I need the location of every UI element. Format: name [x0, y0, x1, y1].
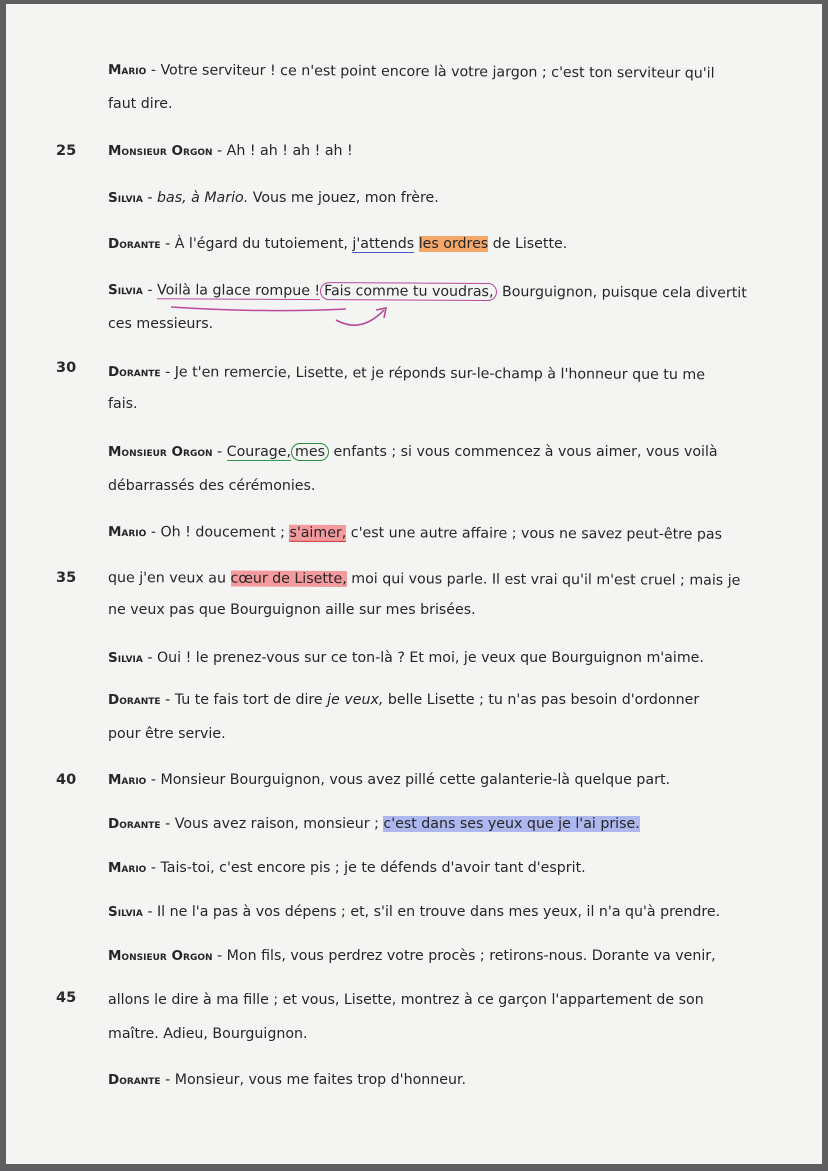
separator: - [212, 444, 227, 460]
dialogue-line [108, 444, 718, 460]
dialogue-text: - Oh ! doucement ; [146, 524, 290, 541]
speaker-name: Dorante [108, 816, 161, 832]
circled-text: mes [291, 443, 329, 461]
dialogue-line [108, 1072, 466, 1088]
stage-direction: bas, à Mario. [157, 190, 249, 206]
dialogue-text: maître. Adieu, Bourguignon. [108, 1026, 308, 1042]
dialogue-text: Bourguignon, puisque cela divertit [497, 284, 747, 302]
dialogue-line [108, 692, 699, 708]
dialogue-line [108, 772, 670, 788]
speaker-name: Dorante [108, 236, 161, 252]
dialogue-line [108, 602, 476, 618]
dialogue-line [108, 570, 740, 589]
underlined-text: Courage, [226, 444, 292, 460]
dialogue-text: fais. [108, 396, 138, 412]
speaker-name: Silvia [107, 282, 143, 299]
dialogue-line [108, 726, 226, 742]
dialogue-text: pour être servie. [108, 726, 226, 742]
dialogue-text: allons le dire à ma fille ; et vous, Lisette, montrez à ce garçon l'appartement de son [108, 992, 704, 1008]
line-number: 40 [56, 772, 77, 788]
dialogue-line [108, 992, 704, 1008]
line-number: 35 [56, 570, 77, 586]
dialogue-text: - Tais-toi, c'est encore pis ; je te défends d'avoir tant d'esprit. [146, 860, 586, 876]
highlighted-text: c'est dans ses yeux que je l'ai prise. [383, 816, 640, 832]
dialogue-line [108, 316, 213, 332]
dialogue-text: de Lisette. [488, 236, 568, 252]
speaker-name: Dorante [108, 1072, 161, 1088]
speaker-name: Silvia [108, 190, 143, 206]
dialogue-text: - Monsieur, vous me faites trop d'honneur. [160, 1072, 466, 1088]
separator: - [142, 190, 157, 206]
speaker-name: Monsieur Orgon [108, 143, 213, 159]
speaker-name: Silvia [108, 650, 143, 666]
dialogue-text: - Mon fils, vous perdrez votre procès ; retirons-nous. Dorante va venir, [212, 948, 716, 964]
line-number: 45 [56, 990, 77, 1006]
speaker-name: Mario [108, 772, 147, 788]
dialogue-text: - Votre serviteur ! ce n'est point encore là votre jargon ; c'est ton serviteur qu'il [146, 62, 715, 82]
dialogue-line [108, 816, 640, 832]
speaker-name: Monsieur Orgon [108, 948, 213, 964]
dialogue-text: belle Lisette ; tu n'as pas besoin d'ordonner [383, 692, 700, 708]
emphasized-text: je veux, [327, 692, 384, 708]
speaker-name: Mario [107, 524, 147, 541]
dialogue-text: ces messieurs. [108, 316, 214, 332]
dialogue-text: - Je t'en remercie, Lisette, et je réponds sur-le-champ à l'honneur que tu me [160, 364, 705, 384]
dialogue-line [108, 478, 315, 494]
dialogue-text: - Ah ! ah ! ah ! ah ! [212, 143, 353, 159]
dialogue-text: moi qui vous parle. Il est vrai qu'il m'est cruel ; mais je [346, 571, 741, 589]
highlighted-text: cœur de Lisette, [230, 570, 347, 588]
dialogue-line [108, 948, 716, 964]
dialogue-line [108, 524, 722, 543]
speaker-name: Silvia [108, 904, 143, 920]
dialogue-line [108, 396, 138, 412]
dialogue-text: Vous me jouez, mon frère. [248, 190, 439, 206]
dialogue-text: enfants ; si vous commencez à vous aimer, vous voilà [328, 444, 718, 460]
dialogue-text: - Il ne l'a pas à vos dépens ; et, s'il en trouve dans mes yeux, il n'a qu'à prendre. [142, 904, 721, 920]
dialogue-text: faut dire. [108, 96, 173, 112]
dialogue-line [108, 904, 720, 920]
highlighted-text: s'aimer, [289, 524, 347, 542]
dialogue-text: ne veux pas que Bourguignon aille sur mes brisées. [108, 602, 476, 618]
dialogue-text: c'est une autre affaire ; vous ne savez peut-être pas [346, 525, 723, 543]
circled-text: Fais comme tu voudras, [320, 282, 497, 301]
dialogue-line [108, 860, 586, 876]
line-number: 30 [56, 360, 77, 376]
dialogue-text: débarrassés des cérémonies. [108, 478, 316, 494]
dialogue-text: que j'en veux au [107, 570, 231, 587]
highlighted-text: les ordres [418, 236, 489, 252]
separator: - [142, 282, 158, 299]
dialogue-text: - Monsieur Bourguignon, vous avez pillé cette galanterie-là quelque part. [146, 772, 671, 788]
dialogue-line [108, 1026, 308, 1042]
dialogue-line [108, 650, 704, 666]
dialogue-text: - Tu te fais tort de dire [160, 692, 328, 708]
speaker-name: Mario [108, 860, 147, 876]
dialogue-text: - Vous avez raison, monsieur ; [160, 816, 384, 832]
speaker-name: Monsieur Orgon [108, 444, 213, 460]
underlined-text: Voilà la glace rompue ! [156, 282, 321, 300]
dialogue-text: - Oui ! le prenez-vous sur ce ton-là ? Et moi, je veux que Bourguignon m'aime. [142, 650, 704, 666]
speaker-name: Dorante [108, 692, 161, 708]
dialogue-line [108, 364, 705, 383]
dialogue-text: - À l'égard du tutoiement, [160, 236, 353, 252]
speaker-name: Mario [107, 62, 147, 79]
speaker-name: Dorante [107, 364, 161, 381]
underlined-text: j'attends [352, 236, 415, 252]
line-number: 25 [56, 143, 77, 159]
document-page [6, 4, 822, 1164]
